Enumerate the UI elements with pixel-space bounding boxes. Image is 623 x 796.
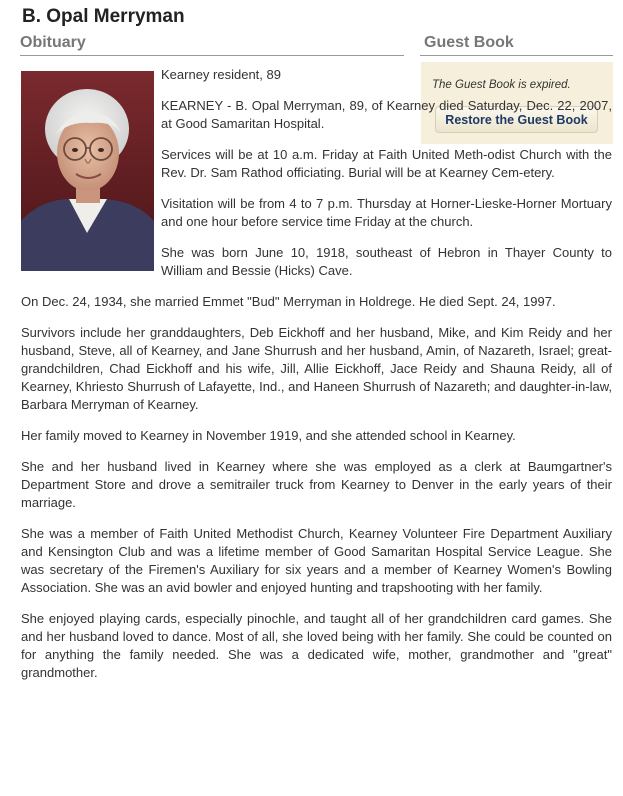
page-title: B. Opal Merryman xyxy=(22,6,185,27)
guestbook-section-heading: Guest Book xyxy=(420,34,613,56)
restore-guestbook-button[interactable]: Restore the Guest Book xyxy=(435,106,598,133)
obituary-paragraph: KEARNEY - B. Opal Merryman, 89, of Kearney died Saturday, Dec. 22, 2007, at Good Samaritan Hospital. xyxy=(161,98,612,131)
obituary-paragraph: Survivors include her granddaughters, Deb Eickhoff and her husband, Mike, and Kim Reidy and her husband, Steve, all of Kearney, and Jane Shurrush and her husband, Amin, of Nazareth, Israel; great-grandchildren, Chad Eickhoff and his wife, Jill, Allie Eickhoff, Jace Reidy and Shauna Reidy, all of Kearney, Khriesto Shurrush of Lafayette, Ind., and Haneen Shurrush of Nazareth; and daughter-in-law, Barbara Merryman of Kearney. xyxy=(21,325,612,412)
obituary-paragraph: Services will be at 10 a.m. Friday at Faith United Meth-odist Church with the Rev. Dr. Sam Rathod officiating. Burial will be at Kearney Cem-etery. xyxy=(161,147,612,180)
obituary-paragraph: She enjoyed playing cards, especially pinochle, and taught all of her grandchildren card games. She and her husband loved to dance. Most of all, she loved being with her family. She could be counted on for anything the family needed. She was a dedicated wife, mother, grandmother and "great" grandmother. xyxy=(21,611,612,680)
obituary-paragraph: Visitation will be from 4 to 7 p.m. Thursday at Horner-Lieske-Horner Mortuary and one hour before service time Friday at the church. xyxy=(161,196,612,229)
obituary-paragraph: On Dec. 24, 1934, she married Emmet "Bud" Merryman in Holdrege. He died Sept. 24, 1997. xyxy=(21,294,556,309)
guestbook-expired-message: The Guest Book is expired. xyxy=(432,79,571,91)
obituary-paragraph: Kearney resident, 89 xyxy=(161,67,281,82)
obituary-text xyxy=(21,66,612,695)
obituary-paragraph: She was born June 10, 1918, southeast of Hebron in Thayer County to William and Bessie (Hicks) Cave. xyxy=(161,245,612,278)
obituary-paragraph: She and her husband lived in Kearney where she was employed as a clerk at Baumgartner's Department Store and drove a semitrailer truck from Kearney to Denver in the early years of their marriage. xyxy=(21,459,612,510)
obituary-section-heading: Obituary xyxy=(20,34,404,56)
obituary-paragraph: Her family moved to Kearney in November 1919, and she attended school in Kearney. xyxy=(21,428,516,443)
obituary-paragraph: She was a member of Faith United Methodist Church, Kearney Volunteer Fire Department Auxiliary and Kensington Club and was a lifetime member of Good Samaritan Hospital Service League. She was secretary of the Firemen's Auxiliary for six years and a member of Kearney Women's Bowling Association. She was an avid bowler and enjoyed hunting and trapshooting with her family. xyxy=(21,526,612,595)
